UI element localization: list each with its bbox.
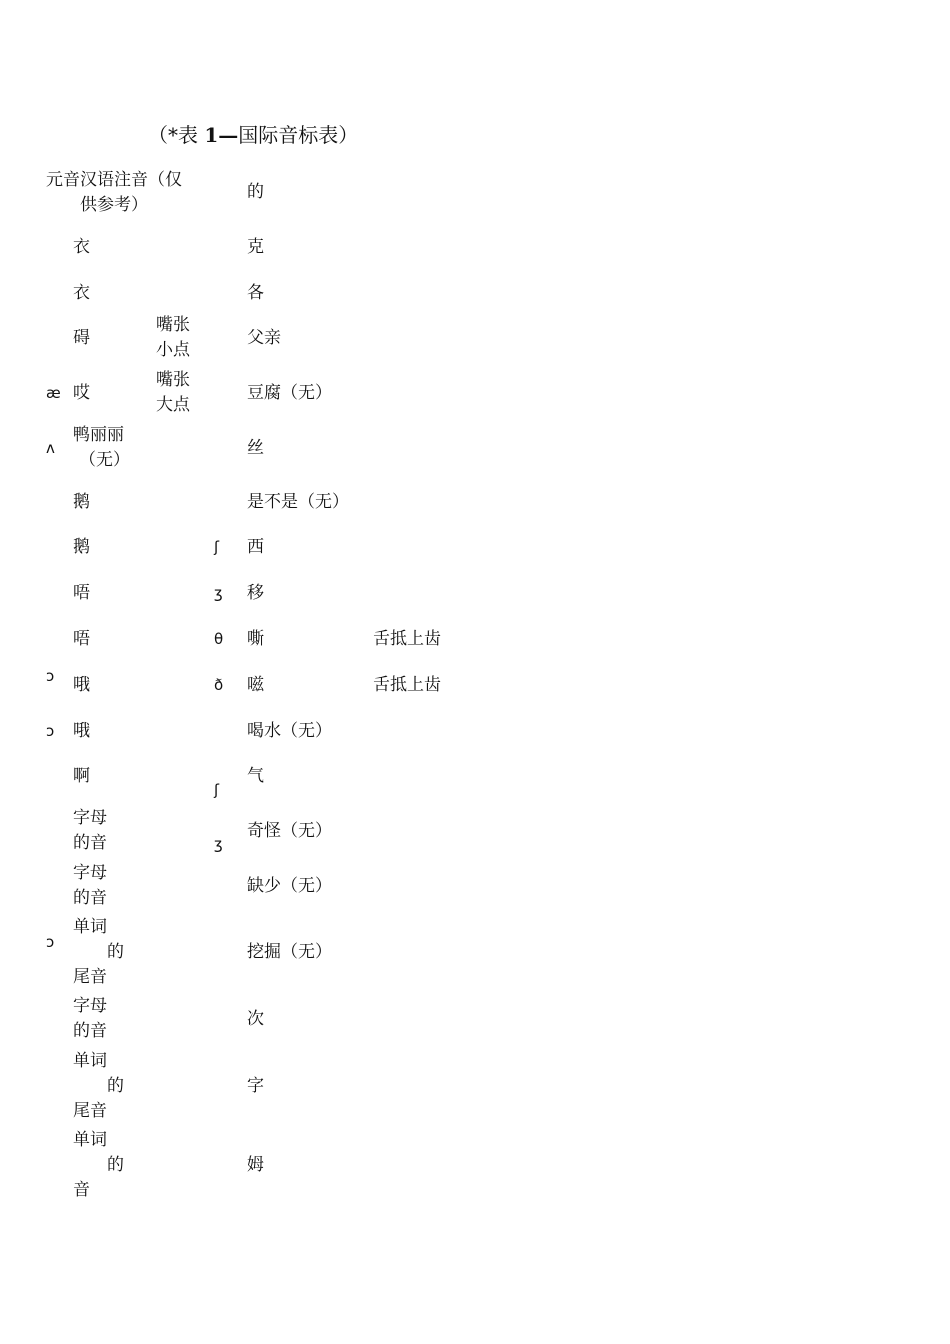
header-right: 的 xyxy=(247,182,264,202)
pronunciation-cell: 姆 xyxy=(247,1155,264,1175)
ipa-symbol: æ xyxy=(46,384,61,402)
pronunciation-cell: 豆腐（无） xyxy=(247,383,332,403)
pronunciation-cell: 啊 xyxy=(73,766,90,786)
note-cell: 舌抵上齿 xyxy=(373,675,441,695)
pronunciation-cell: 西 xyxy=(247,537,264,557)
pronunciation-cell: 气 xyxy=(247,766,264,786)
pronunciation-cell: 嘶 xyxy=(247,629,264,649)
pronunciation-cell: 缺少（无） xyxy=(247,876,332,896)
pronunciation-cell: 哦 xyxy=(73,721,90,741)
header-label: 元音汉语注音（仅 供参考） xyxy=(46,170,182,215)
pronunciation-cell: 字母 的音 xyxy=(73,808,107,853)
pronunciation-cell: 次 xyxy=(247,1009,264,1029)
pronunciation-cell: 鹅 xyxy=(73,492,90,512)
pronunciation-cell: 单词 的 音 xyxy=(73,1130,124,1200)
ipa-symbol: ð xyxy=(214,676,224,694)
pronunciation-cell: 单词 的 尾音 xyxy=(73,1051,124,1121)
pronunciation-cell: 字 xyxy=(247,1076,264,1096)
ipa-symbol: ʃ xyxy=(214,538,220,556)
note-cell: 嘴张 大点 xyxy=(156,370,190,415)
pronunciation-cell: 挖掘（无） xyxy=(247,942,332,962)
ipa-symbol: ʌ xyxy=(46,439,55,457)
pronunciation-cell: 各 xyxy=(247,283,264,303)
pronunciation-cell: 移 xyxy=(247,583,264,603)
ipa-symbol: ʒ xyxy=(214,584,223,602)
pronunciation-cell: 衣 xyxy=(73,283,90,303)
pronunciation-cell: 字母 的音 xyxy=(73,863,107,908)
pronunciation-cell: 唔 xyxy=(73,629,90,649)
pronunciation-cell: 唔 xyxy=(73,583,90,603)
table-title: （*表 1—国际音标表） xyxy=(148,123,359,147)
pronunciation-cell: 碍 xyxy=(73,328,90,348)
note-cell: 嘴张 小点 xyxy=(156,315,190,360)
ipa-symbol: ʒ xyxy=(214,835,223,853)
note-cell: 舌抵上齿 xyxy=(373,629,441,649)
ipa-symbol: ʃ xyxy=(214,781,220,799)
pronunciation-cell: 字母 的音 xyxy=(73,996,107,1041)
pronunciation-cell: 父亲 xyxy=(247,328,281,348)
pronunciation-cell: 哎 xyxy=(73,383,90,403)
pronunciation-cell: 单词 的 尾音 xyxy=(73,917,124,987)
ipa-symbol: θ xyxy=(214,630,224,648)
pronunciation-cell: 鹅 xyxy=(73,537,90,557)
pronunciation-cell: 衣 xyxy=(73,237,90,257)
pronunciation-cell: 克 xyxy=(247,237,264,257)
ipa-symbol: ɔ xyxy=(46,722,55,740)
pronunciation-cell: 哦 xyxy=(73,675,90,695)
pronunciation-cell: 奇怪（无） xyxy=(247,821,332,841)
pronunciation-cell: 鸭丽丽 （无） xyxy=(73,425,130,470)
pronunciation-cell: 嗞 xyxy=(247,675,264,695)
ipa-symbol: ɔ xyxy=(46,667,55,685)
pronunciation-cell: 喝水（无） xyxy=(247,721,332,741)
pronunciation-cell: 是不是（无） xyxy=(247,492,349,512)
ipa-symbol: ɔ xyxy=(46,933,55,951)
pronunciation-cell: 丝 xyxy=(247,438,264,458)
